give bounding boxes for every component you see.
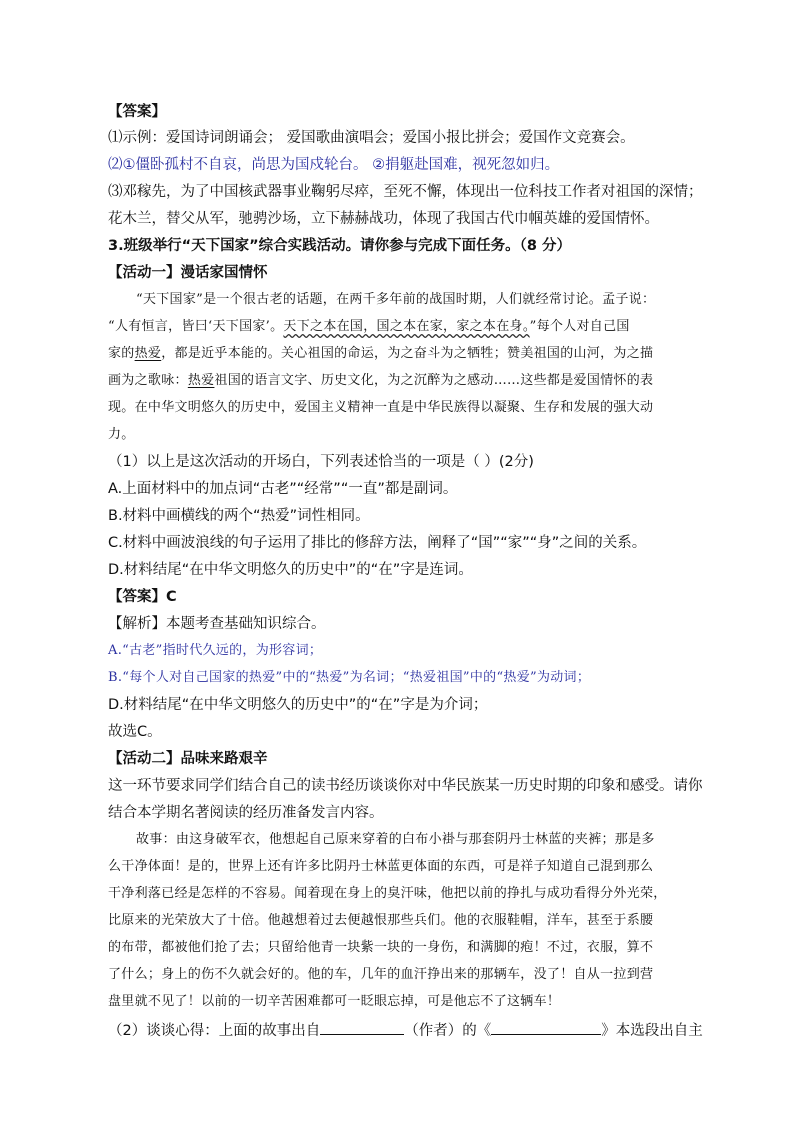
analysis-heading: 【解析】本题考查基础知识综合。 (108, 616, 326, 632)
passage-line-4 (108, 371, 653, 391)
passage-text: ，都是近乎本能的。关心祖国的命运，为之奋斗为之牺牲；赞美祖国的山河，为之描 (161, 346, 654, 361)
explanation-d: D.材料结尾“在中华文明悠久的历史中”的“在”字是为介词； (108, 697, 488, 713)
author-blank[interactable] (320, 1019, 404, 1035)
passage-line-6: 力。 (108, 427, 135, 442)
passage-quote-end: ”每个人对自己国 (529, 319, 630, 334)
passage-line-3 (108, 344, 653, 364)
sub-question-2-text: （作者）的《 (404, 1023, 492, 1039)
wavy-underlined-sentence: 天下之本在国，国之本在家，家之本在身。 (283, 319, 530, 334)
answer-line-1: ⑴示例：爱国诗词朗诵会； 爱国歌曲演唱会；爱国小报比拼会；爱国作文竞赛会。 (108, 130, 635, 146)
option-b: B.材料中画横线的两个“热爱”词性相同。 (108, 508, 370, 524)
explanation-b: B.“每个人对自己国家的热爱”中的“热爱”为名词；“热爱祖国”中的“热爱”为动词； (108, 670, 591, 685)
answer-c: 【答案】C (108, 589, 177, 605)
activity-2-heading: 【活动二】品味来路艰辛 (108, 751, 268, 767)
explanation-a: A.“古老”指时代久远的，为形容词； (108, 643, 323, 658)
question-3-title: 3.班级举行“天下国家”综合实践活动。请你参与完成下面任务。（8 分） (108, 238, 572, 254)
underlined-word-reai-2: 热爱 (187, 373, 215, 388)
story-line-3: 干净利落已经是怎样的不容易。闻着现在身上的臭汗味，他把以前的挣扎与成功看得分外光荣， (108, 886, 667, 901)
activity-2-intro-2: 结合本学期名著阅读的经历准备发言内容。 (108, 805, 384, 821)
answer-line-3: ⑶邓稼先，为了中国核武器事业鞠躬尽瘁，至死不懈，体现出一位科技工作者对祖国的深情； (108, 184, 703, 200)
passage-line-1: “天下国家”是一个很古老的话题，在两千多年前的战国时期，人们就经常讨论。孟子说： (136, 292, 656, 307)
answer-line-2: ⑵①僵卧孤村不自哀，尚思为国戍轮台。 ②捐躯赴国难，视死忽如归。 (108, 157, 560, 173)
story-line-4: 比原来的光荣放大了十倍。他越想着过去便越恨那些兵们。他的衣服鞋帽，洋车，甚至于系腰 (108, 913, 654, 928)
underlined-word-reai-1: 热爱 (134, 346, 162, 361)
story-line-7: 盘里就不见了！以前的一切辛苦困难都可一眨眼忘掉，可是他忘不了这辆车！ (108, 994, 561, 1009)
option-c: C.材料中画波浪线的句子运用了排比的修辞方法，阐释了“国”“家”“身”之间的关系。 (108, 535, 647, 551)
story-line-5: 的布带，都被他们抢了去；只留给他青一块紫一块的一身伤，和满脚的疱！不过，衣服，算不 (108, 940, 654, 955)
book-title-blank[interactable] (491, 1019, 601, 1035)
sub-question-1-stem: （1）以上是这次活动的开场白，下列表述恰当的一项是（ ）(2分) (108, 454, 534, 470)
sub-question-2-text: 》本选段出自主 (601, 1023, 703, 1039)
passage-text: 祖国的语言文字、历史文化，为之沉醉为之感动……这些都是爱国情怀的表 (214, 373, 654, 388)
activity-2-intro-1: 这一环节要求同学们结合自己的读书经历谈谈你对中华民族某一历史时期的印象和感受。请你 (108, 778, 703, 794)
activity-1-heading: 【活动一】漫话家国情怀 (108, 265, 268, 281)
passage-text: 家的 (108, 346, 135, 361)
passage-text: 画为之歌咏： (108, 373, 188, 388)
sub-question-2-text: （2）谈谈心得：上面的故事出自 (108, 1023, 321, 1039)
sub-question-2 (108, 1019, 703, 1041)
answer-line-4: 花木兰，替父从军，驰骋沙场，立下赫赫战功，体现了我国古代巾帼英雄的爱国情怀。 (108, 211, 659, 227)
option-a: A.上面材料中的加点词“古老”“经常”“一直”都是副词。 (108, 481, 458, 497)
story-line-2: 么干净体面！是的，世界上还有许多比阴丹士林蓝更体面的东西，可是祥子知道自己混到那么 (108, 859, 654, 874)
option-d: D.材料结尾“在中华文明悠久的历史中”的“在”字是连词。 (108, 562, 473, 578)
passage-line-2 (108, 317, 630, 337)
passage-line-5: 现。在中华文明悠久的历史中，爱国主义精神一直是中华民族得以凝聚、生存和发展的强大动 (108, 400, 654, 415)
answer-tag: 【答案】 (108, 104, 166, 120)
conclusion: 故选C。 (108, 724, 162, 740)
story-line-1: 故事：由这身破军衣，他想起自己原来穿着的白布小褂与那套阴丹士林蓝的夹裤；那是多 (136, 832, 655, 847)
passage-quote-start: “人有恒言，皆曰‘天下国家’。 (108, 319, 284, 334)
story-line-6: 了什么；身上的伤不久就会好的。他的车，几年的血汗挣出来的那辆车，没了！自从一拉到营 (108, 967, 654, 982)
